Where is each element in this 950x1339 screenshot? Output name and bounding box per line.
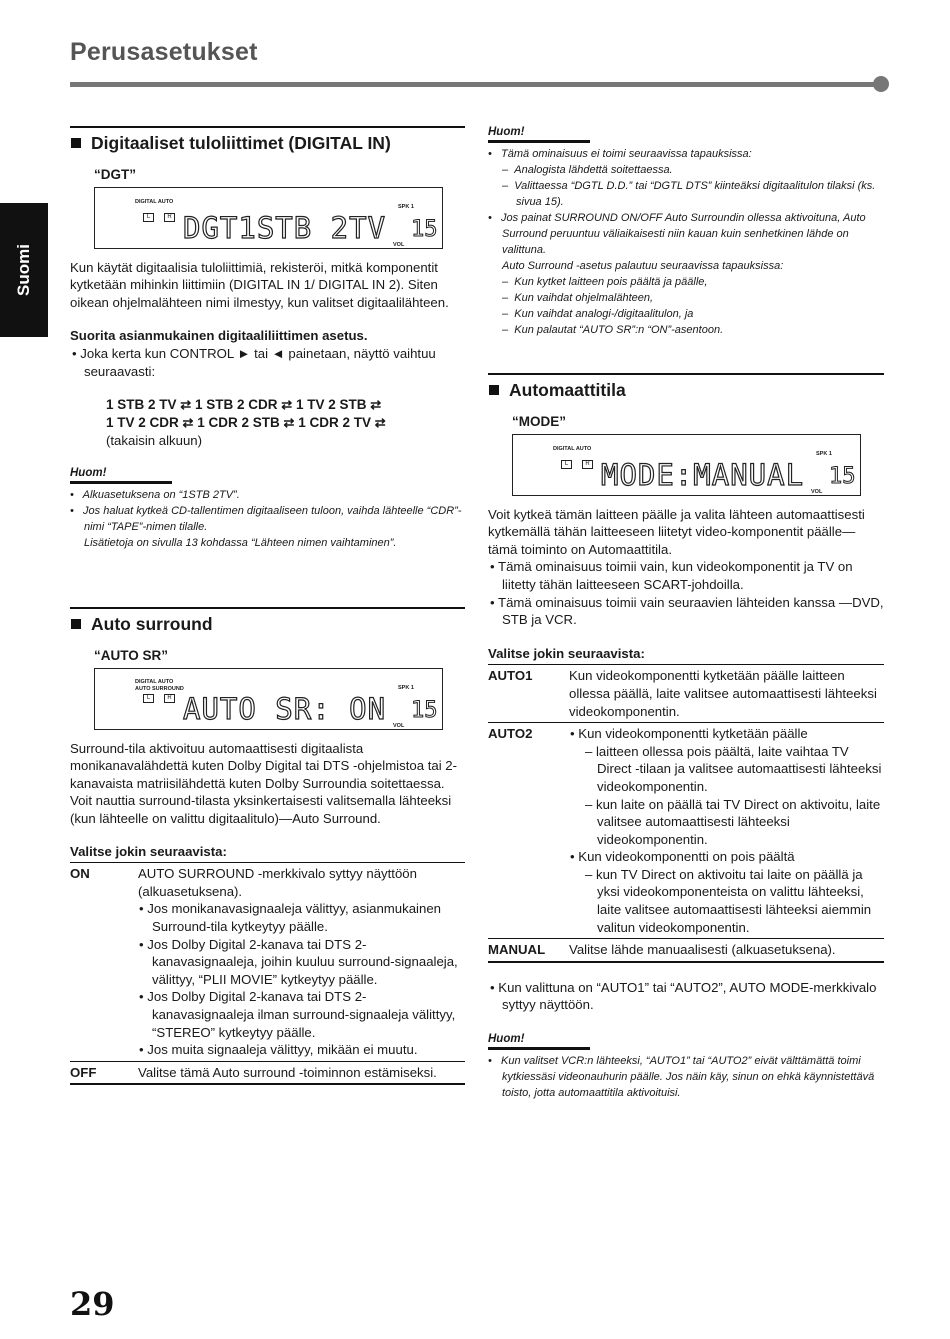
display-text: DGT1STB 2TV <box>183 210 387 245</box>
page-number: 29 <box>70 1285 115 1323</box>
indicator-l: L <box>561 460 572 469</box>
option-dash: – laitteen ollessa pois päältä, laite vaihtaa TV Direct -tilaan ja valitsee automaattisesti lähteeksi videokomponentin. <box>585 743 882 794</box>
option-bullet: • Jos monikanavasignaaleja välittyy, asianmukainen Surround-tila kytkeytyy päälle. <box>139 901 441 934</box>
option-key: ON <box>70 866 90 882</box>
option-key: MANUAL <box>488 942 546 958</box>
option-desc: Valitse lähde manuaalisesti (alkuasetuksena). <box>569 942 836 958</box>
indicator-vol: VOL <box>393 241 405 248</box>
sequence-back: (takaisin alkuun) <box>106 433 203 449</box>
note-heading: Huom! <box>488 1033 525 1046</box>
volume-number: 15 <box>829 463 856 489</box>
heading-text: Automaattitila <box>509 380 626 400</box>
display-panel <box>94 668 443 730</box>
note-item: Lisätietoja on sivulla 13 kohdassa “Lähteen nimen vaihtaminen”. <box>84 536 397 549</box>
note-item: – Valittaessa “DGTL D.D.” tai “DGTL DTS” kiinteäksi digitaalitulon tilaksi (ks. sivua 15). <box>502 180 876 208</box>
choose-heading: Valitse jokin seuraavista: <box>488 645 645 661</box>
note-item: – Kun palautat “AUTO SR”:n “ON”-asentoon. <box>502 324 724 336</box>
indicator-digital-auto: DIGITAL AUTO <box>553 445 592 452</box>
section-heading <box>70 607 465 635</box>
indicator-l: L <box>143 213 154 222</box>
sequence-item: 1 CDR 2 TV <box>298 415 371 431</box>
square-bullet-icon <box>71 619 81 629</box>
title-rule <box>70 82 876 87</box>
heading-text: Digitaaliset tuloliittimet (DIGITAL IN) <box>91 133 391 153</box>
option-bullet: • Jos Dolby Digital 2-kanava tai DTS 2-kanavasignaaleja ilman surround-signaaleja välittyy, “STEREO” kytkeytyy päälle. <box>139 989 456 1040</box>
option-key: AUTO1 <box>488 668 533 684</box>
indicator-digital-auto: DIGITAL AUTO <box>135 678 174 685</box>
section-auto-mode <box>488 373 884 1101</box>
note-item: – Analogista lähdettä soitettaessa. <box>502 164 673 176</box>
option-bullet: • Jos muita signaaleja välittyy, mikään ei muutu. <box>139 1042 418 1058</box>
cycle-arrow-icon: ⇄ <box>182 415 194 431</box>
indicator-l: L <box>143 694 154 703</box>
body-text: Voit nauttia surround-tilasta yksinkertaisesti valitsemalla lähteeksi (kun lähteelle on valittu digitaalitulo)—Auto Surround. <box>70 793 452 826</box>
body-text: Surround-tila aktivoituu automaattisesti digitaalista monikanavalähdettä kuten Dolby Digital tai DTS -ohjelmistoa tai 2-kanavaista matriisilähdettä kuten Dolby Surroundia soitettaessa. <box>70 740 458 791</box>
body-text: Voit kytkeä tämän laitteen päälle ja valita lähteen automaattisesti kytkemällä tähän laitteeseen liitetyt video-komponentit päälle—tämä toiminto on Automaattitila. <box>488 506 865 557</box>
instruction-item: • Joka kerta kun CONTROL ► tai ◄ painetaan, näyttö vaihtuu seuraavasti: <box>72 345 436 379</box>
body-bullet: • Tämä ominaisuus toimii vain seuraavien lähteiden kanssa —DVD, STB ja VCR. <box>490 594 884 628</box>
indicator-spk: SPK 1 <box>398 684 414 691</box>
cycle-arrow-icon: ⇄ <box>370 397 382 413</box>
sequence-item: 1 STB 2 CDR <box>194 397 278 413</box>
option-bullet: • Jos Dolby Digital 2-kanava tai DTS 2-kanavasignaaleja, joihin kuuluu surround-signaaleja, välittyy, “PLII MOVIE” kytkeytyy päälle. <box>139 936 458 987</box>
cycle-arrow-icon: ⇄ <box>374 415 386 431</box>
body-text: Kun käytät digitaalisia tuloliittimiä, rekisteröi, mitkä komponentit kytketään mihinkin liittimiin (DIGITAL IN 1/ DIGITAL IN 2). Siten oikean ohjelmalähteen nimi ilmestyy, kun valitset digitaalilähteen. <box>70 259 449 310</box>
option-key: AUTO2 <box>488 726 533 742</box>
options-table <box>488 664 884 963</box>
note-item: Auto Surround -asetus palautuu seuraavissa tapauksissa: <box>502 260 784 272</box>
indicator-vol: VOL <box>811 488 823 495</box>
indicator-spk: SPK 1 <box>816 450 832 457</box>
indicator-r: R <box>582 460 593 469</box>
after-note: • Kun valittuna on “AUTO1” tai “AUTO2”, AUTO MODE-merkkivalo syttyy näyttöön. <box>490 979 877 1013</box>
option-bullet: • Kun videokomponentti kytketään päälle <box>570 726 808 742</box>
option-bullet: • Kun videokomponentti on pois päältä <box>570 849 795 865</box>
sequence-line <box>106 396 465 414</box>
option-dash: – kun laite on päällä tai TV Direct on aktivoitu, laite valitsee automaattisesti lähteeksi videokomponentin. <box>585 796 881 847</box>
option-row-auto2 <box>488 723 884 939</box>
indicator-digital-auto: DIGITAL AUTO <box>135 198 174 205</box>
option-desc: Kun videokomponentti kytketään päälle laitteen ollessa päällä, laite valitsee automaattisesti lähteeksi videokomponentin. <box>569 668 877 719</box>
sequence-item: 1 TV 2 STB <box>295 397 367 413</box>
option-key: OFF <box>70 1064 97 1080</box>
language-tab-label: Suomi <box>14 244 34 296</box>
display-text: AUTO SR: ON <box>183 691 387 726</box>
title-dot <box>873 76 889 92</box>
sequence-item: 1 CDR 2 STB <box>197 415 280 431</box>
cycle-arrow-icon: ⇄ <box>283 415 295 431</box>
display-panel <box>94 187 443 249</box>
cycle-arrow-icon: ⇄ <box>180 397 192 413</box>
option-row-on <box>70 863 465 1062</box>
note-box <box>70 466 465 551</box>
display-label: “DGT” <box>94 167 136 182</box>
section-heading <box>70 126 465 154</box>
cycle-arrow-icon: ⇄ <box>281 397 293 413</box>
choose-heading: Valitse jokin seuraavista: <box>70 843 227 859</box>
sequence-item: 1 TV 2 CDR <box>106 415 179 431</box>
note-rule <box>488 1047 590 1050</box>
square-bullet-icon <box>489 385 499 395</box>
indicator-vol: VOL <box>393 722 405 729</box>
section-heading <box>488 373 884 401</box>
indicator-auto-surround: AUTO SURROUND <box>135 685 184 692</box>
sequence-line <box>106 414 465 432</box>
section-digital-in <box>70 126 465 551</box>
indicator-r: R <box>164 213 175 222</box>
square-bullet-icon <box>71 138 81 148</box>
note-item: – Kun vaihdat analogi-/digitaalitulon, ja <box>502 308 694 320</box>
note-item: – Kun vaihdat ohjelmalähteen, <box>502 292 654 304</box>
note-rule <box>70 481 172 484</box>
indicator-spk: SPK 1 <box>398 203 414 210</box>
note-box <box>488 1032 884 1101</box>
note-item: • Alkuasetuksena on “1STB 2TV”. <box>70 488 240 501</box>
note-box <box>488 125 884 338</box>
note-rule <box>488 140 590 143</box>
sequence <box>106 396 465 450</box>
note-item: • Kun valitset VCR:n lähteeksi, “AUTO1” tai “AUTO2” eivät välttämättä toimi kytkiessäsi videonauhurin päälle. Jos näin käy, sinun on ehkä käynnistettävä toisto, jotta automaattitila aktivoituisi. <box>488 1055 875 1100</box>
note-heading: Huom! <box>70 466 107 479</box>
option-dash: – kun TV Direct on aktivoitu tai laite on päällä ja yksi videokomponenteista on valittu lähteeksi, laite valitsee automaattisesti lähteeksi aiemmin valitun videokomponentin. <box>585 866 872 935</box>
option-row-manual <box>488 939 884 962</box>
option-desc: AUTO SURROUND -merkkivalo syttyy näyttöön (alkuasetuksena). • Jos monikanavasignaaleja välittyy, asianmukainen Surround-tila kytkeytyy päälle. • Jos Dolby Digital 2-kanava tai DTS 2-kanavasignaaleja, joihin kuuluu surround-signaaleja, välittyy, “PLII MOVIE” kytkeytyy päälle. • Jos Dolby Digital 2-kanava tai DTS 2-kanavasignaaleja ilman surround-signaaleja välittyy, “STEREO” kytkeytyy päälle. • Jos muita signaaleja välittyy, mikään ei muutu. <box>138 863 465 1062</box>
heading-text: Auto surround <box>91 614 213 634</box>
page-title: Perusasetukset <box>70 38 258 66</box>
display-text: MODE:MANUAL <box>601 457 805 492</box>
display-label: “AUTO SR” <box>94 648 169 663</box>
note-item: – Kun kytket laitteen pois päältä ja päälle, <box>502 276 708 288</box>
display-label: “MODE” <box>512 414 566 429</box>
body-bullet: • Tämä ominaisuus toimii vain, kun videokomponentit ja TV on liitetty tähän laitteeseen SCART-johdoilla. <box>490 559 853 592</box>
sequence-item: 1 STB 2 TV <box>106 397 177 413</box>
indicator-r: R <box>164 694 175 703</box>
option-row-auto1 <box>488 665 884 723</box>
instruction-heading: Suorita asianmukainen digitaaliliittimen asetus. <box>70 328 368 344</box>
volume-number: 15 <box>411 216 438 242</box>
option-desc: Valitse tämä Auto surround -toiminnon estämiseksi. <box>138 1064 437 1080</box>
note-item: • Jos painat SURROUND ON/OFF Auto Surroundin ollessa aktivoituna, Auto Surround peruuntuu väliaikaisesti niin kauan kuin senhetkinen lähde on valittuna. <box>488 212 866 256</box>
display-panel <box>512 434 861 496</box>
option-row-off <box>70 1061 465 1084</box>
note-item: • Jos haluat kytkeä CD-tallentimen digitaaliseen tuloon, vaihda lähteelle “CDR”-nimi “TAPE”-nimen tilalle. <box>70 504 462 533</box>
option-desc <box>569 723 884 939</box>
note-item: • Tämä ominaisuus ei toimi seuraavissa tapauksissa: <box>488 148 752 160</box>
note-heading: Huom! <box>488 126 525 138</box>
volume-number: 15 <box>411 697 438 723</box>
language-tab <box>0 203 48 337</box>
section-auto-surround <box>70 607 465 1085</box>
options-table <box>70 862 465 1085</box>
